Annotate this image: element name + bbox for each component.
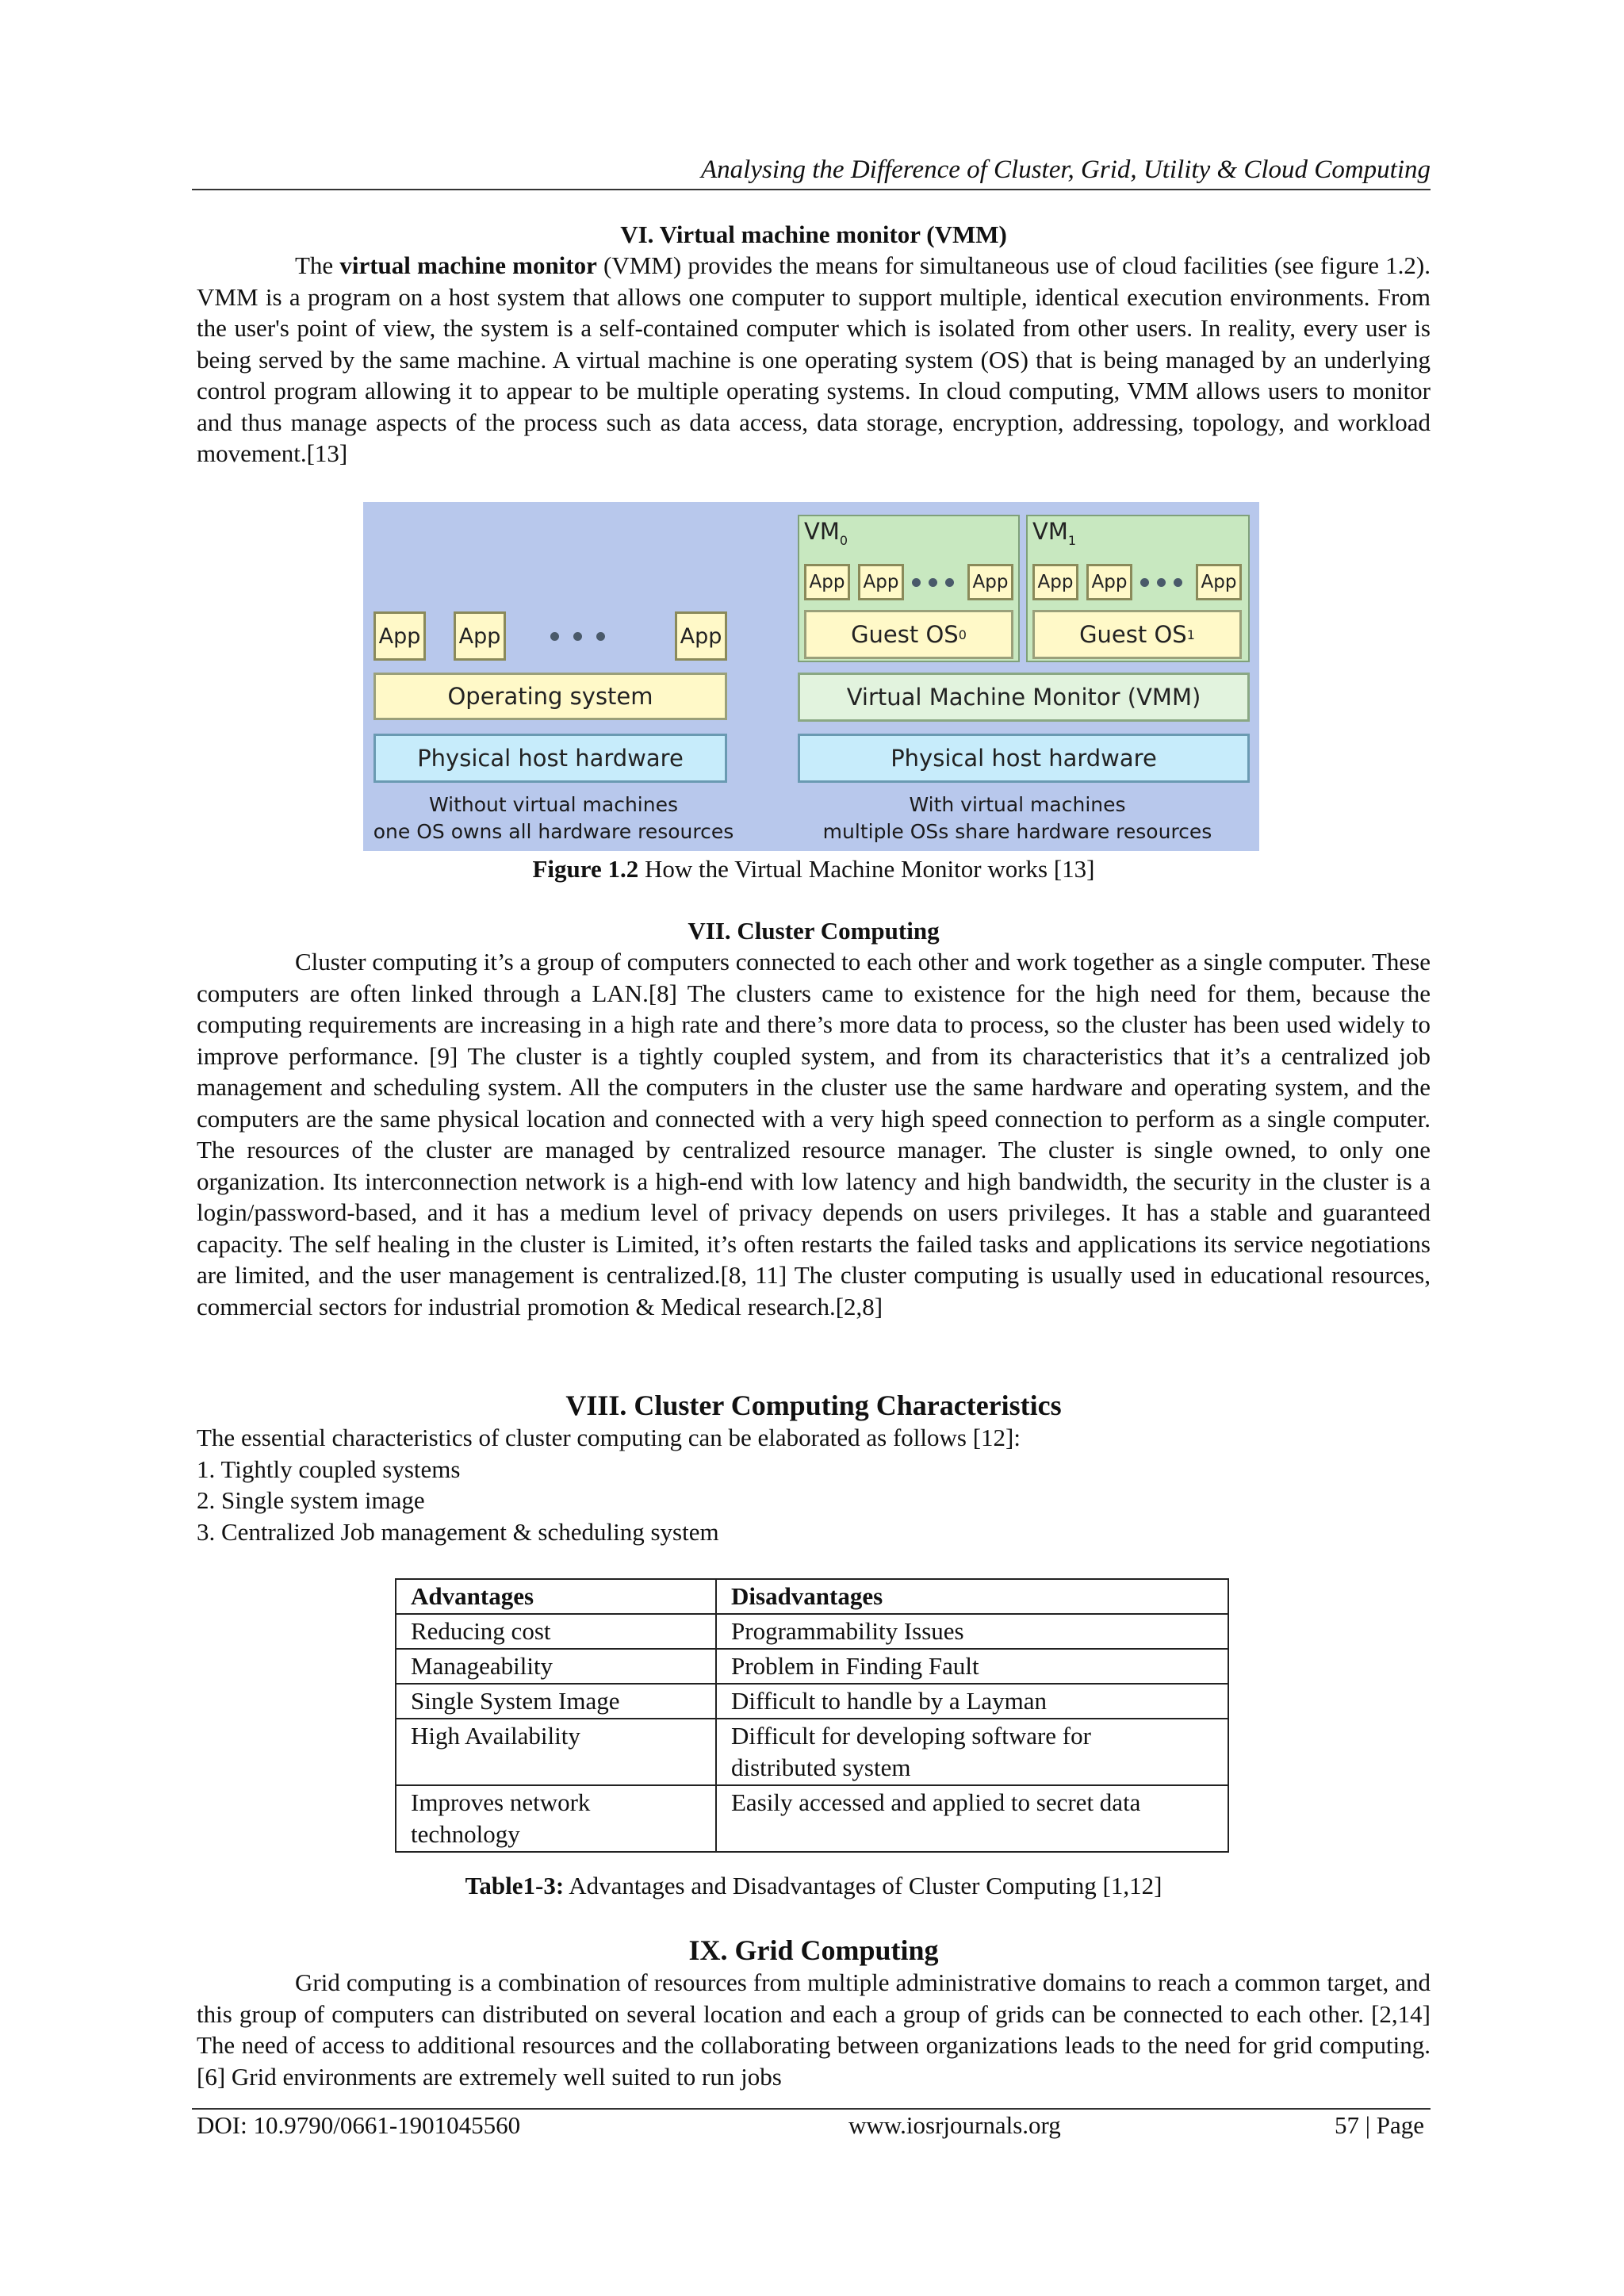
caption-label: Figure 1.2 [532, 855, 639, 883]
table-cell: Difficult to handle by a Layman [716, 1684, 1228, 1719]
list-item: 3. Centralized Job management & scheduling system [197, 1517, 719, 1546]
table-cell: Difficult for developing software for distributed system [716, 1719, 1228, 1785]
footer-page-number: 57 | Page [1335, 2111, 1424, 2139]
table-row [396, 1785, 1228, 1852]
section-ix [197, 1934, 1431, 2092]
label-subscript: 1 [1186, 627, 1195, 642]
table-cell: Programmability Issues [716, 1614, 1228, 1649]
section-viii-title: VIII. Cluster Computing Characteristics [565, 1389, 1062, 1421]
section-viii [197, 1389, 1431, 1547]
operating-system-box: Operating system [373, 673, 727, 720]
section-vii [197, 915, 1431, 1322]
vm1-panel [1026, 515, 1250, 662]
note-line: With virtual machines [909, 793, 1126, 816]
ellipsis-dots [912, 578, 954, 587]
label-subscript: 1 [1067, 532, 1077, 548]
header-rule [192, 189, 1431, 190]
section-vii-title: VII. Cluster Computing [688, 917, 940, 945]
section-vii-paragraph: Cluster computing it’s a group of computers connected to each other and work together as a single computer. These computers are often linked through a LAN.[8] The clusters came to existence for the high need for them, because the computing requirements are increasing in a high rate and there’s more data to process, so the cluster has been used widely to improve performance. [9] The cluster is a tightly coupled system, and from its characteristics that it’s a centralized job management and scheduling system. All the computers in the cluster use the same hardware and operating system, and the computers are the same physical location and connected with a very high speed connection to perform as a single computer. The resources of the cluster are managed by centralized resource manager. The cluster is single owned, to only one organization. Its interconnection network is a high-end with low latency and high bandwidth, the security in the cluster is a login/password-based, and it has a medium level of privacy depends on users privileges. It has a stable and guaranteed capacity. The self healing in the cluster is Limited, it’s often restarts the failed tasks and applications its service negotiations are limited, and the user management is centralized.[8, 11] The cluster computing is usually used in educational resources, commercial sectors for industrial promotion & Medical research.[2,8] [197, 948, 1431, 1320]
table-cell: High Availability [396, 1719, 716, 1785]
footer-doi: DOI: 10.9790/0661-1901045560 [197, 2111, 521, 2139]
left-note [363, 792, 744, 845]
physical-hardware-box-left: Physical host hardware [373, 734, 727, 783]
app-box: App [1196, 564, 1242, 600]
caption-text: How the Virtual Machine Monitor works [13] [638, 855, 1095, 883]
label-text: Guest OS [1079, 621, 1187, 648]
label-subscript: 0 [958, 627, 967, 642]
table-cell: Manageability [396, 1649, 716, 1684]
advantages-table [395, 1578, 1229, 1853]
table-cell: Reducing cost [396, 1614, 716, 1649]
table-row [396, 1684, 1228, 1719]
table-header-row [396, 1579, 1228, 1614]
table-cell: Problem in Finding Fault [716, 1649, 1228, 1684]
guest-os-1 [1032, 610, 1242, 659]
vmm-box: Virtual Machine Monitor (VMM) [798, 673, 1250, 722]
list-item: 1. Tightly coupled systems [197, 1455, 461, 1483]
right-note [776, 792, 1259, 845]
note-line: multiple OSs share hardware resources [822, 820, 1212, 843]
app-box: App [373, 611, 426, 661]
vm1-label [1032, 518, 1076, 548]
bold-term: virtual machine monitor [339, 251, 597, 279]
list-item: 2. Single system image [197, 1486, 425, 1514]
physical-hardware-box-right: Physical host hardware [798, 734, 1250, 783]
ellipsis-dots [550, 632, 605, 641]
app-box: App [1032, 564, 1078, 600]
app-box: App [804, 564, 850, 600]
app-box: App [675, 611, 727, 661]
section-viii-intro: The essential characteristics of cluster computing can be elaborated as follows [12]: [197, 1424, 1021, 1451]
table-header: Disadvantages [716, 1579, 1228, 1614]
figure-caption [197, 853, 1431, 885]
footer-website: www.iosrjournals.org [848, 2111, 1061, 2139]
table-row [396, 1719, 1228, 1785]
footer-rule [192, 2108, 1431, 2110]
section-ix-title: IX. Grid Computing [688, 1934, 939, 1966]
table-row [396, 1614, 1228, 1649]
table-cell: Single System Image [396, 1684, 716, 1719]
vm0-panel [798, 515, 1020, 662]
section-vi-title: VI. Virtual machine monitor (VMM) [620, 220, 1007, 248]
table-cell: Improves network technology [396, 1785, 716, 1852]
label-text: Guest OS [851, 621, 959, 648]
app-box: App [858, 564, 904, 600]
vmm-figure [363, 502, 1259, 851]
running-head: Analysing the Difference of Cluster, Grid, Utility & Cloud Computing [701, 155, 1431, 184]
text-run: The [295, 251, 340, 279]
table-row [396, 1649, 1228, 1684]
note-line: Without virtual machines [429, 793, 678, 816]
section-ix-paragraph: Grid computing is a combination of resources from multiple administrative domains to reach a common target, and this group of computers can distributed on several location and each a group of grids can be connected to each other. [2,14] The need of access to additional resources and the collaborating between organizations leads to the need for grid computing. [6] Grid environments are extremely well suited to run jobs [197, 1968, 1431, 2091]
vm0-label [804, 518, 848, 548]
caption-text: Advantages and Disadvantages of Cluster Computing [1,12] [564, 1872, 1162, 1899]
table-header: Advantages [396, 1579, 716, 1614]
label-text: VM [1032, 518, 1068, 545]
table-cell: Easily accessed and applied to secret data [716, 1785, 1228, 1852]
guest-os-0 [804, 610, 1013, 659]
section-vi-paragraph [197, 250, 1431, 470]
table-caption [197, 1870, 1431, 1902]
app-box: App [454, 611, 506, 661]
caption-label: Table1-3: [465, 1872, 565, 1899]
label-text: VM [804, 518, 840, 545]
app-box: App [967, 564, 1013, 600]
ellipsis-dots [1140, 578, 1182, 587]
section-vi [197, 219, 1431, 470]
label-subscript: 0 [839, 532, 848, 548]
text-run: (VMM) provides the means for simultaneous use of cloud facilities (see figure 1.2). VMM is a program on a host system that allows one computer to support multiple, identical execution environments. From the user's point of view, the system is a self-contained computer which is isolated from other users. In reality, every user is being served by the same machine. A virtual machine is one operating system (OS) that is being managed by an underlying control program allowing it to appear to be multiple operating systems. In cloud computing, VMM allows users to monitor and thus manage aspects of the process such as data access, data storage, encryption, addressing, topology, and workload movement.[13] [197, 251, 1431, 467]
app-box: App [1086, 564, 1132, 600]
note-line: one OS owns all hardware resources [373, 820, 734, 843]
